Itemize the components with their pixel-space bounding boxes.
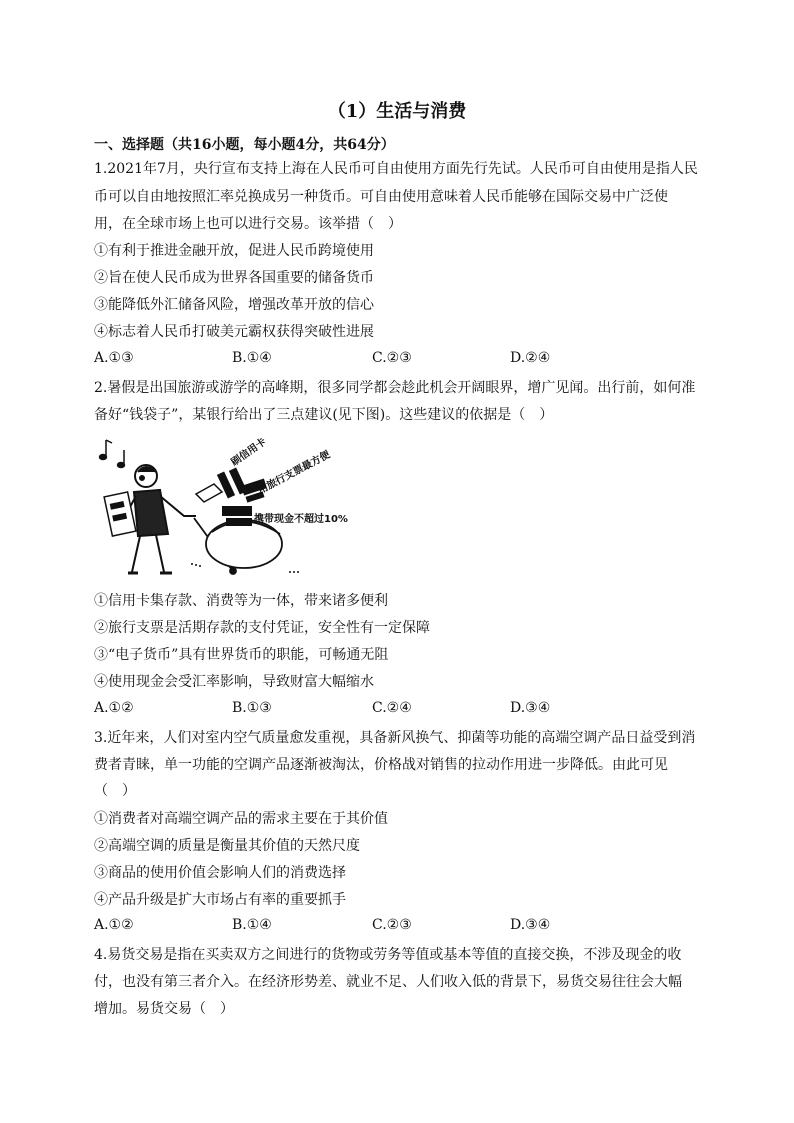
- notebook-icon: [104, 492, 136, 536]
- question-3-option-a: A.①②: [94, 917, 134, 933]
- question-1-statement: ③能降低外汇储备风险，增强改革开放的信心: [94, 297, 374, 313]
- label-travel-check: 用旅行支票最方便: [256, 449, 333, 497]
- section-heading: 一、选择题（共16小题，每小题4分，共64分）: [94, 137, 395, 153]
- label-credit-card: 刷信用卡: [229, 436, 269, 469]
- question-4-stem-line: 增加。易货交易（ ）: [94, 1001, 234, 1017]
- question-3-option-b: B.①④: [232, 917, 272, 933]
- question-2-option-c: C.②④: [372, 700, 412, 716]
- question-1-option-c: C.②③: [372, 350, 412, 366]
- question-3-option-c: C.②③: [372, 917, 412, 933]
- question-1-statement: ①有利于推进金融开放，促进人民币跨境使用: [94, 243, 374, 259]
- question-1-stem-line: 币可以自由地按照汇率兑换成另一种货币。可自由使用意味着人民币能够在国际交易中广泛使: [94, 189, 668, 205]
- question-3-statement: ②高端空调的质量是衡量其价值的天然尺度: [94, 838, 360, 854]
- question-2-statement: ④使用现金会受汇率影响，导致财富大幅缩水: [94, 674, 374, 690]
- question-4-stem-line: 4.易货交易是指在买卖双方之间进行的货物或劳务等值或基本等值的直接交换，不涉及现金的收: [94, 947, 682, 963]
- travel-money-cartoon: [94, 432, 384, 580]
- question-3-option-d: D.③④: [510, 917, 551, 933]
- question-2-stem-line: 备好“钱袋子”，某银行给出了三点建议(见下图)。这些建议的依据是（ ）: [94, 407, 554, 423]
- traveler-figure: [124, 465, 196, 573]
- question-2-option-b: B.①③: [232, 700, 272, 716]
- question-1-option-d: D.②④: [510, 350, 551, 366]
- question-3-statement: ④产品升级是扩大市场占有率的重要抓手: [94, 892, 346, 908]
- music-note-icon: [100, 440, 125, 468]
- label-cash-limit: 携带现金不超过10%: [254, 514, 348, 525]
- question-1-statement: ④标志着人民币打破美元霸权获得突破性进展: [94, 324, 374, 340]
- question-1-stem-line: 1.2021年7月，央行宣布支持上海在人民币可自由使用方面先行先试。人民币可自由使用是指人民: [94, 161, 698, 177]
- money-bag-icon: [194, 518, 282, 574]
- question-1-option-b: B.①④: [232, 350, 272, 366]
- question-1-statement: ②旨在使人民币成为世界各国重要的储备货币: [94, 270, 374, 286]
- question-2-option-a: A.①②: [94, 700, 134, 716]
- question-3-statement: ①消费者对高端空调产品的需求主要在于其价值: [94, 811, 388, 827]
- question-2-stem-line: 2.暑假是出国旅游或游学的高峰期，很多同学都会趁此机会开阔眼界，增广见闻。出行前，如何准: [94, 380, 696, 396]
- question-1-stem-line: 用，在全球市场上也可以进行交易。该举措（ ）: [94, 216, 402, 232]
- cash-icon: [222, 506, 252, 526]
- question-3-statement: ③商品的使用价值会影响人们的消费选择: [94, 865, 346, 881]
- page-title: （1）生活与消费: [327, 101, 467, 122]
- question-2-statement: ②旅行支票是活期存款的支付凭证，安全性有一定保障: [94, 620, 430, 636]
- question-2-statement: ①信用卡集存款、消费等为一体，带来诸多便利: [94, 593, 388, 609]
- credit-card-icon: [196, 468, 247, 502]
- question-1-option-a: A.①③: [94, 350, 134, 366]
- question-3-stem-line: 费者青睐，单一功能的空调产品逐渐被淘汰，价格战对销售的拉动作用进一步降低。由此可见: [94, 757, 668, 773]
- question-3-stem-line: （ ）: [94, 783, 136, 799]
- question-4-stem-line: 付，也没有第三者介入。在经济形势差、就业不足、人们收入低的背景下，易货交易往往会大幅: [94, 974, 682, 990]
- question-2-option-d: D.③④: [510, 700, 551, 716]
- question-3-stem-line: 3.近年来，人们对室内空气质量愈发重视，具备新风换气、抑菌等功能的高端空调产品日益受到消: [94, 730, 696, 746]
- question-2-statement: ③“电子货币”具有世界货币的职能，可畅通无阻: [94, 647, 389, 663]
